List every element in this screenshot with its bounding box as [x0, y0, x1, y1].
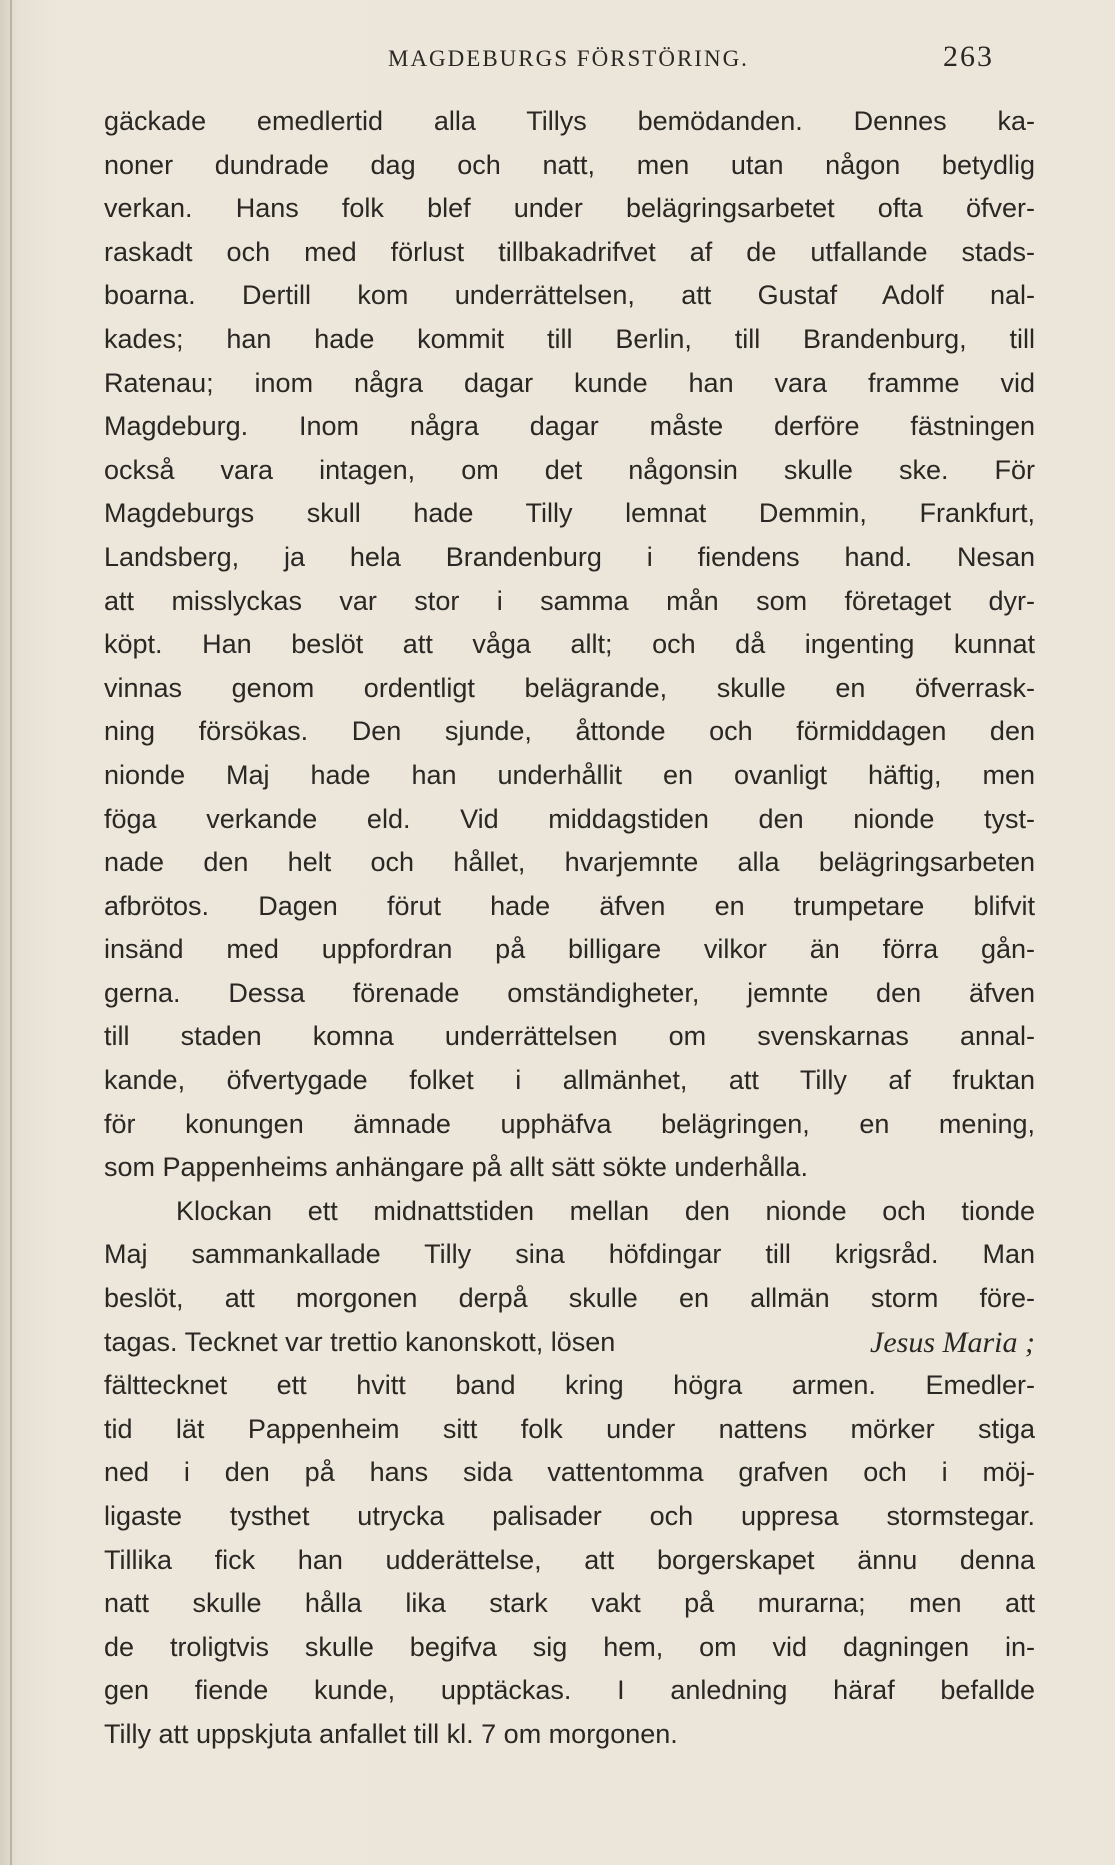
paragraph-1 [104, 100, 1035, 1190]
text-line: de troligtvis skulle begifva sig hem, om vid dagningen in- [104, 1631, 1035, 1662]
running-title: MAGDEBURGS FÖRSTÖRING. [388, 46, 749, 71]
text-body [104, 100, 1035, 1757]
text-line: att misslyckas var stor i samma mån som företaget dyr- [104, 585, 1035, 616]
text-line: raskadt och med förlust tillbakadrifvet af de utfallande stads- [104, 236, 1035, 267]
text-line: Magdeburgs skull hade Tilly lemnat Demmin, Frankfurt, [104, 498, 1035, 529]
text-line: vinnas genom ordentligt belägrande, skulle en öfverrask- [104, 672, 1035, 703]
text-line: nade den helt och hållet, hvarjemnte alla belägringsarbeten [104, 847, 1035, 878]
text-line: Tillika fick han udderättelse, att borgerskapet ännu denna [104, 1544, 1035, 1575]
text-line: gen fiende kunde, upptäckas. I anledning häraf befallde [104, 1675, 1035, 1706]
text-line: verkan. Hans folk blef under belägringsarbetet ofta öfver- [104, 193, 1035, 224]
text-line: gäckade emedlertid alla Tillys bemödanden. Dennes ka- [104, 106, 1035, 136]
text-line: ning försökas. Den sjunde, åttonde och förmiddagen den [104, 716, 1035, 747]
text-line: nionde Maj hade han underhållit en ovanligt häftig, men [104, 759, 1035, 790]
text-line: Klockan ett midnattstiden mellan den nionde och tionde [176, 1195, 1035, 1226]
text-line: natt skulle hålla lika stark vakt på murarna; men att [104, 1588, 1035, 1619]
text-line: till staden komna underrättelsen om svenskarnas annal- [104, 1021, 1035, 1052]
text-line-with-italic [104, 1321, 1035, 1365]
running-head [98, 40, 994, 80]
text-line: Maj sammankallade Tilly sina höfdingar till krigsråd. Man [104, 1239, 1035, 1270]
text-line: Tilly att uppskjuta anfallet till kl. 7 om morgonen. [104, 1718, 678, 1749]
text-line: noner dundrade dag och natt, men utan någon betydlig [104, 149, 1035, 180]
text-line: ligaste tysthet utrycka palisader och uppresa stormstegar. [104, 1501, 1035, 1531]
text-line: föga verkande eld. Vid middagstiden den nionde tyst- [104, 803, 1035, 834]
text-line: beslöt, att morgonen derpå skulle en allmän storm före- [104, 1283, 1035, 1314]
text-line: afbrötos. Dagen förut hade äfven en trumpetare blifvit [104, 890, 1035, 921]
italic-watchword: Jesus Maria ; [870, 1325, 1035, 1359]
page-gutter-edge [10, 0, 12, 1865]
text-line: insänd med uppfordran på billigare vilkor än förra gån- [104, 934, 1035, 965]
text-line: som Pappenheims anhängare på allt sätt sökte underhålla. [104, 1152, 808, 1183]
text-line: fälttecknet ett hvitt band kring högra armen. Emedler- [104, 1370, 1035, 1401]
text-line-segment: tagas. Tecknet var trettio kanonskott, lösen [104, 1326, 616, 1357]
text-line: köpt. Han beslöt att våga allt; och då ingenting kunnat [104, 629, 1035, 660]
text-line: också vara intagen, om det någonsin skulle ske. För [104, 454, 1035, 485]
text-line: gerna. Dessa förenade omständigheter, jemnte den äfven [104, 977, 1035, 1008]
text-line: ned i den på hans sida vattentomma grafven och i möj- [104, 1457, 1035, 1488]
text-line: Landsberg, ja hela Brandenburg i fiendens hand. Nesan [104, 541, 1035, 572]
text-line: kande, öfvertygade folket i allmänhet, att Tilly af fruktan [104, 1065, 1035, 1096]
page-number: 263 [943, 40, 994, 73]
text-line: tid lät Pappenheim sitt folk under nattens mörker stiga [104, 1413, 1035, 1444]
text-line: boarna. Dertill kom underrättelsen, att Gustaf Adolf nal- [104, 280, 1035, 311]
text-line: för konungen ämnade upphäfva belägringen, en mening, [104, 1108, 1035, 1139]
text-line: kades; han hade kommit till Berlin, till Brandenburg, till [104, 323, 1035, 354]
text-line: Ratenau; inom några dagar kunde han vara framme vid [104, 367, 1035, 398]
paragraph-2 [104, 1190, 1035, 1757]
text-line: Magdeburg. Inom några dagar måste derföre fästningen [104, 411, 1035, 442]
